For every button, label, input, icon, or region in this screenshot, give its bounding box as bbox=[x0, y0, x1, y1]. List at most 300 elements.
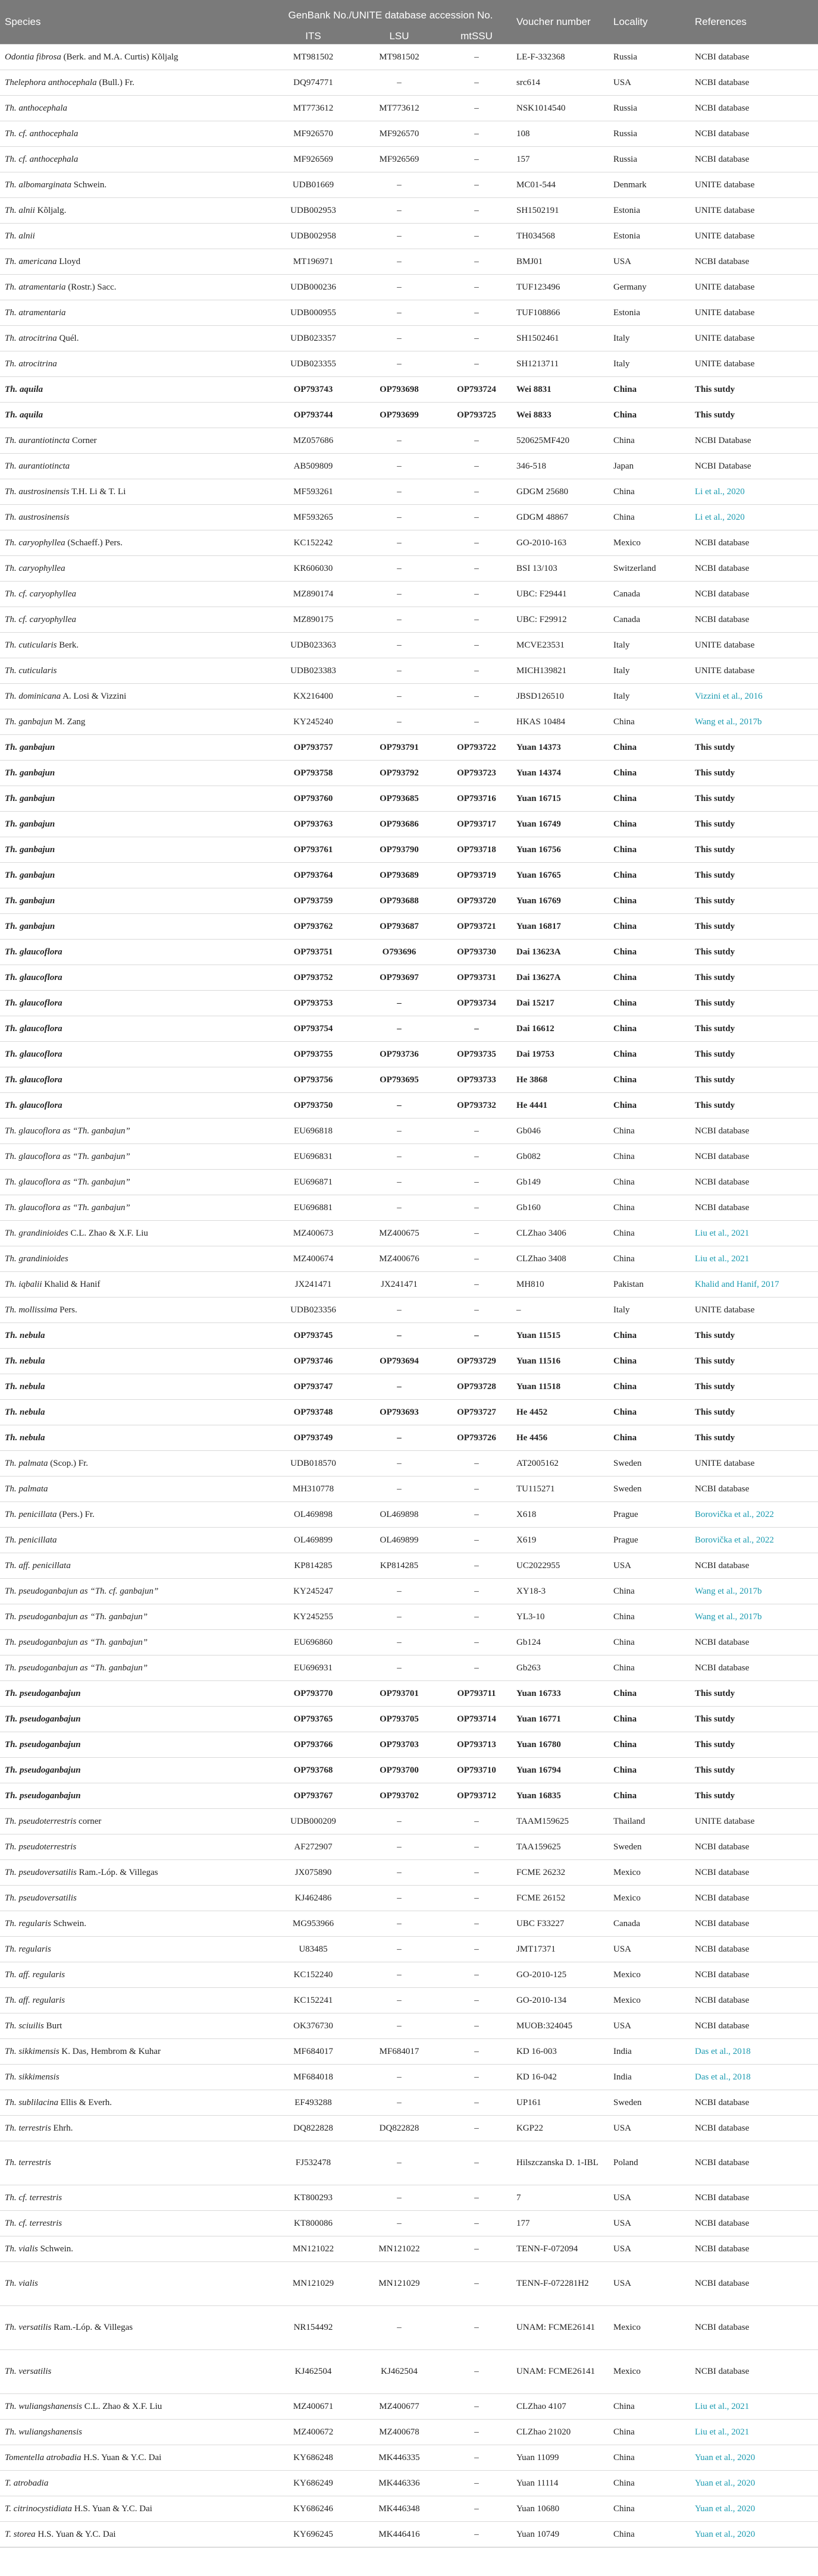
cell-species bbox=[0, 709, 269, 735]
cell-species bbox=[0, 1860, 269, 1886]
species-authority: H.S. Yuan & Y.C. Dai bbox=[81, 2452, 162, 2462]
cell-lsu: – bbox=[357, 198, 441, 224]
cell-reference[interactable]: Yuan et al., 2020 bbox=[690, 2445, 818, 2471]
cell-its: KX216400 bbox=[269, 684, 357, 709]
cell-its: OP793746 bbox=[269, 1349, 357, 1374]
cell-mtssu: – bbox=[441, 2065, 512, 2090]
table-row bbox=[0, 1451, 818, 1477]
cell-species bbox=[0, 863, 269, 888]
cell-reference[interactable]: Yuan et al., 2020 bbox=[690, 2471, 818, 2496]
cell-voucher: UBC F33227 bbox=[512, 1911, 609, 1937]
cell-mtssu: – bbox=[441, 70, 512, 96]
cell-voucher: UC2022955 bbox=[512, 1553, 609, 1579]
cell-voucher: JBSD126510 bbox=[512, 684, 609, 709]
cell-reference[interactable]: Liu et al., 2021 bbox=[690, 1246, 818, 1272]
cell-mtssu: – bbox=[441, 326, 512, 351]
cell-its: OP793747 bbox=[269, 1374, 357, 1400]
cell-reference: UNITE database bbox=[690, 351, 818, 377]
table-row bbox=[0, 351, 818, 377]
cell-locality: USA bbox=[609, 2185, 690, 2211]
cell-locality: Sweden bbox=[609, 1451, 690, 1477]
cell-locality: Italy bbox=[609, 633, 690, 658]
cell-reference: This sutdy bbox=[690, 914, 818, 940]
cell-mtssu: – bbox=[441, 633, 512, 658]
species-authority: cf. caryophyllea bbox=[16, 589, 76, 599]
cell-lsu: – bbox=[357, 2141, 441, 2185]
cell-reference: This sutdy bbox=[690, 888, 818, 914]
cell-mtssu: – bbox=[441, 1809, 512, 1834]
cell-species bbox=[0, 2262, 269, 2306]
cell-locality: Mexico bbox=[609, 1886, 690, 1911]
cell-species bbox=[0, 2013, 269, 2039]
cell-lsu: OP793700 bbox=[357, 1758, 441, 1783]
cell-voucher: FCME 26232 bbox=[512, 1860, 609, 1886]
cell-species bbox=[0, 1400, 269, 1425]
species-name: Th. wuliangshanensis bbox=[5, 2427, 83, 2437]
species-name: Th. cuticularis bbox=[5, 665, 57, 676]
table-row bbox=[0, 991, 818, 1016]
cell-species bbox=[0, 2350, 269, 2394]
table-row bbox=[0, 1681, 818, 1707]
cell-reference[interactable]: Liu et al., 2021 bbox=[690, 2394, 818, 2420]
species-authority: H.S. Yuan & Y.C. Dai bbox=[35, 2529, 116, 2539]
table-row bbox=[0, 1937, 818, 1962]
cell-reference[interactable]: Li et al., 2020 bbox=[690, 505, 818, 530]
cell-lsu: MK446335 bbox=[357, 2445, 441, 2471]
cell-its: UDB023356 bbox=[269, 1298, 357, 1323]
cell-mtssu: – bbox=[441, 249, 512, 275]
cell-locality: China bbox=[609, 1783, 690, 1809]
cell-voucher: Yuan 16835 bbox=[512, 1783, 609, 1809]
cell-locality: China bbox=[609, 1579, 690, 1604]
cell-locality: Russia bbox=[609, 147, 690, 172]
cell-species bbox=[0, 1783, 269, 1809]
cell-voucher: 108 bbox=[512, 121, 609, 147]
cell-mtssu: – bbox=[441, 479, 512, 505]
cell-locality: USA bbox=[609, 1553, 690, 1579]
cell-locality: China bbox=[609, 1374, 690, 1400]
cell-voucher: NSK1014540 bbox=[512, 96, 609, 121]
table-row bbox=[0, 812, 818, 837]
cell-voucher: Yuan 11099 bbox=[512, 2445, 609, 2471]
cell-its: MT981502 bbox=[269, 45, 357, 70]
cell-voucher: CLZhao 3406 bbox=[512, 1221, 609, 1246]
cell-reference: NCBI database bbox=[690, 1144, 818, 1170]
cell-mtssu: – bbox=[441, 2211, 512, 2236]
cell-species bbox=[0, 1707, 269, 1732]
cell-reference: NCBI database bbox=[690, 1988, 818, 2013]
cell-lsu: MZ400678 bbox=[357, 2420, 441, 2445]
cell-voucher: Yuan 11515 bbox=[512, 1323, 609, 1349]
species-name: Th. glaucoflora bbox=[5, 1126, 61, 1136]
species-authority: cf. anthocephala bbox=[16, 154, 79, 164]
cell-reference: This sutdy bbox=[690, 837, 818, 863]
cell-species bbox=[0, 351, 269, 377]
cell-locality: India bbox=[609, 2065, 690, 2090]
table-row bbox=[0, 1732, 818, 1758]
cell-voucher: Yuan 16769 bbox=[512, 888, 609, 914]
cell-its: OP793756 bbox=[269, 1067, 357, 1093]
species-authority: as “Th. ganbajun” bbox=[60, 1177, 130, 1187]
table-row bbox=[0, 940, 818, 965]
cell-reference: NCBI database bbox=[690, 2116, 818, 2141]
species-name: Th. pseudoganbajun bbox=[5, 1714, 81, 1724]
cell-voucher: 520625MF420 bbox=[512, 428, 609, 454]
cell-locality: China bbox=[609, 1758, 690, 1783]
table-row bbox=[0, 1834, 818, 1860]
cell-its: OP793751 bbox=[269, 940, 357, 965]
cell-its: OP793750 bbox=[269, 1093, 357, 1119]
species-name: Th. caryophyllea bbox=[5, 538, 65, 548]
species-name: Th. bbox=[5, 1995, 17, 2005]
cell-reference[interactable]: Khalid and Hanif, 2017 bbox=[690, 1272, 818, 1298]
header-its: ITS bbox=[269, 29, 357, 45]
cell-species bbox=[0, 121, 269, 147]
cell-reference[interactable]: Wang et al., 2017b bbox=[690, 1604, 818, 1630]
cell-species bbox=[0, 2236, 269, 2262]
table-row bbox=[0, 1374, 818, 1400]
cell-its: OP793754 bbox=[269, 1016, 357, 1042]
cell-lsu: – bbox=[357, 607, 441, 633]
cell-species bbox=[0, 2039, 269, 2065]
cell-mtssu: – bbox=[441, 1937, 512, 1962]
cell-lsu: – bbox=[357, 1323, 441, 1349]
table-row bbox=[0, 1323, 818, 1349]
cell-its: AB509809 bbox=[269, 454, 357, 479]
cell-mtssu: – bbox=[441, 2262, 512, 2306]
cell-reference[interactable]: Das et al., 2018 bbox=[690, 2065, 818, 2090]
table-row bbox=[0, 2065, 818, 2090]
cell-mtssu: OP793733 bbox=[441, 1067, 512, 1093]
species-name: T. atrobadia bbox=[5, 2478, 49, 2488]
table-row bbox=[0, 147, 818, 172]
cell-species bbox=[0, 1067, 269, 1093]
cell-its: OL469898 bbox=[269, 1502, 357, 1528]
cell-species bbox=[0, 735, 269, 761]
cell-species bbox=[0, 70, 269, 96]
cell-species bbox=[0, 556, 269, 582]
table-row bbox=[0, 2262, 818, 2306]
cell-mtssu: – bbox=[441, 2306, 512, 2350]
cell-reference[interactable]: Vizzini et al., 2016 bbox=[690, 684, 818, 709]
cell-reference[interactable]: Li et al., 2020 bbox=[690, 479, 818, 505]
cell-species bbox=[0, 1630, 269, 1655]
cell-lsu: – bbox=[357, 684, 441, 709]
species-name: Th. glaucoflora bbox=[5, 972, 62, 982]
cell-lsu: – bbox=[357, 2065, 441, 2090]
table-row bbox=[0, 530, 818, 556]
cell-mtssu: OP793724 bbox=[441, 377, 512, 403]
table-row bbox=[0, 1962, 818, 1988]
species-name: Th. sikkimensis bbox=[5, 2046, 59, 2056]
table-row bbox=[0, 914, 818, 940]
cell-locality: China bbox=[609, 505, 690, 530]
cell-its: OP793757 bbox=[269, 735, 357, 761]
cell-mtssu: – bbox=[441, 505, 512, 530]
cell-locality: USA bbox=[609, 2262, 690, 2306]
species-name: Th. glaucoflora bbox=[5, 1075, 62, 1085]
cell-its: EF493288 bbox=[269, 2090, 357, 2116]
species-name: Th. pseudoganbajun bbox=[5, 1611, 78, 1622]
table-row bbox=[0, 2471, 818, 2496]
cell-locality: China bbox=[609, 786, 690, 812]
table-row bbox=[0, 403, 818, 428]
cell-its: OP793744 bbox=[269, 403, 357, 428]
cell-locality: USA bbox=[609, 249, 690, 275]
cell-locality: Prague bbox=[609, 1502, 690, 1528]
cell-locality: China bbox=[609, 1732, 690, 1758]
species-authority: (Berk. and M.A. Curtis) Kõljalg bbox=[61, 52, 178, 62]
cell-locality: Canada bbox=[609, 607, 690, 633]
cell-locality: China bbox=[609, 1042, 690, 1067]
cell-voucher: Yuan 14374 bbox=[512, 761, 609, 786]
cell-reference[interactable]: Borovička et al., 2022 bbox=[690, 1502, 818, 1528]
cell-lsu: KJ462504 bbox=[357, 2350, 441, 2394]
species-name: Th. nebula bbox=[5, 1381, 45, 1391]
cell-mtssu: OP793730 bbox=[441, 940, 512, 965]
cell-lsu: – bbox=[357, 658, 441, 684]
table-row bbox=[0, 2306, 818, 2350]
cell-species bbox=[0, 2420, 269, 2445]
cell-locality: Italy bbox=[609, 658, 690, 684]
cell-its: MF593261 bbox=[269, 479, 357, 505]
cell-its: UDB002953 bbox=[269, 198, 357, 224]
cell-reference: NCBI database bbox=[690, 582, 818, 607]
cell-mtssu: OP793732 bbox=[441, 1093, 512, 1119]
cell-species bbox=[0, 633, 269, 658]
table-row bbox=[0, 70, 818, 96]
cell-locality: China bbox=[609, 1246, 690, 1272]
cell-its: MZ890174 bbox=[269, 582, 357, 607]
cell-voucher: Yuan 16780 bbox=[512, 1732, 609, 1758]
cell-its: OP793745 bbox=[269, 1323, 357, 1349]
cell-voucher: SH1502461 bbox=[512, 326, 609, 351]
species-name: Th. mollissima bbox=[5, 1305, 58, 1315]
cell-voucher: Wei 8831 bbox=[512, 377, 609, 403]
cell-its: U83485 bbox=[269, 1937, 357, 1962]
table-row bbox=[0, 1246, 818, 1272]
species-name: Thelephora anthocephala bbox=[5, 77, 97, 87]
cell-its: OP793765 bbox=[269, 1707, 357, 1732]
cell-locality: China bbox=[609, 888, 690, 914]
cell-reference: This sutdy bbox=[690, 1067, 818, 1093]
species-name: Th. bbox=[5, 1560, 17, 1570]
cell-lsu: – bbox=[357, 1962, 441, 1988]
species-name: Th. vialis bbox=[5, 2244, 38, 2254]
cell-its: KY245240 bbox=[269, 709, 357, 735]
species-name: Th. terrestris bbox=[5, 2158, 51, 2167]
table-row bbox=[0, 1298, 818, 1323]
cell-its: MF684018 bbox=[269, 2065, 357, 2090]
species-name: Th. pseudoterrestris bbox=[5, 1816, 77, 1826]
species-authority: Ehrh. bbox=[51, 2123, 73, 2133]
cell-reference: NCBI database bbox=[690, 1937, 818, 1962]
cell-locality: Mexico bbox=[609, 2306, 690, 2350]
cell-mtssu: – bbox=[441, 2496, 512, 2522]
cell-mtssu: – bbox=[441, 709, 512, 735]
table-row bbox=[0, 2185, 818, 2211]
cell-mtssu: – bbox=[441, 351, 512, 377]
species-authority: Berk. bbox=[57, 640, 79, 650]
cell-voucher: BMJ01 bbox=[512, 249, 609, 275]
cell-locality: China bbox=[609, 863, 690, 888]
cell-locality: Mexico bbox=[609, 530, 690, 556]
cell-voucher: TENN-F-072281H2 bbox=[512, 2262, 609, 2306]
cell-species bbox=[0, 2141, 269, 2185]
cell-species bbox=[0, 2445, 269, 2471]
cell-its: EU696881 bbox=[269, 1195, 357, 1221]
cell-locality: China bbox=[609, 1195, 690, 1221]
cell-its: KT800293 bbox=[269, 2185, 357, 2211]
cell-mtssu: – bbox=[441, 1246, 512, 1272]
cell-species bbox=[0, 1016, 269, 1042]
cell-reference: NCBI database bbox=[690, 1962, 818, 1988]
cell-reference: This sutdy bbox=[690, 1042, 818, 1067]
cell-species bbox=[0, 224, 269, 249]
cell-its: MT773612 bbox=[269, 96, 357, 121]
table-row bbox=[0, 2420, 818, 2445]
species-authority: Schwein. bbox=[37, 2244, 74, 2254]
cell-mtssu: OP793711 bbox=[441, 1681, 512, 1707]
cell-its: OP793743 bbox=[269, 377, 357, 403]
cell-reference[interactable]: Wang et al., 2017b bbox=[690, 1579, 818, 1604]
species-name: Th. regularis bbox=[5, 1944, 51, 1954]
cell-locality: Mexico bbox=[609, 1860, 690, 1886]
species-name: Th. bbox=[5, 128, 17, 139]
cell-lsu: MK446336 bbox=[357, 2471, 441, 2496]
cell-lsu: OP793693 bbox=[357, 1400, 441, 1425]
species-authority: C.L. Zhao & X.F. Liu bbox=[82, 2401, 162, 2411]
species-authority: aff. penicillata bbox=[16, 1560, 71, 1570]
species-authority: as “Th. ganbajun” bbox=[60, 1151, 130, 1161]
cell-lsu: – bbox=[357, 1886, 441, 1911]
table-row bbox=[0, 1272, 818, 1298]
cell-its: UDB023383 bbox=[269, 658, 357, 684]
cell-mtssu: – bbox=[441, 1298, 512, 1323]
cell-reference: NCBI database bbox=[690, 1477, 818, 1502]
cell-voucher: SH1213711 bbox=[512, 351, 609, 377]
table-row bbox=[0, 479, 818, 505]
cell-mtssu: – bbox=[441, 1144, 512, 1170]
cell-species bbox=[0, 1323, 269, 1349]
cell-reference: NCBI database bbox=[690, 530, 818, 556]
table-row bbox=[0, 2116, 818, 2141]
cell-locality: China bbox=[609, 1400, 690, 1425]
cell-reference: NCBI database bbox=[690, 96, 818, 121]
cell-species bbox=[0, 1553, 269, 1579]
cell-lsu: MT773612 bbox=[357, 96, 441, 121]
species-name: Th. penicillata bbox=[5, 1509, 57, 1519]
cell-reference: NCBI database bbox=[690, 2013, 818, 2039]
cell-lsu: – bbox=[357, 1630, 441, 1655]
cell-locality: China bbox=[609, 1425, 690, 1451]
cell-locality: China bbox=[609, 940, 690, 965]
cell-lsu: – bbox=[357, 1911, 441, 1937]
cell-reference[interactable]: Wang et al., 2017b bbox=[690, 709, 818, 735]
header-references: References bbox=[690, 0, 818, 45]
species-name: Th. ganbajun bbox=[5, 870, 55, 880]
cell-reference: NCBI database bbox=[690, 1170, 818, 1195]
species-name: Th. sublilacina bbox=[5, 2097, 59, 2107]
table-row bbox=[0, 863, 818, 888]
cell-lsu: OP793699 bbox=[357, 403, 441, 428]
cell-reference[interactable]: Liu et al., 2021 bbox=[690, 1221, 818, 1246]
cell-lsu: – bbox=[357, 326, 441, 351]
cell-reference[interactable]: Das et al., 2018 bbox=[690, 2039, 818, 2065]
cell-its: UDB000209 bbox=[269, 1809, 357, 1834]
table-row bbox=[0, 2039, 818, 2065]
cell-its: KP814285 bbox=[269, 1553, 357, 1579]
cell-locality: China bbox=[609, 403, 690, 428]
table-row bbox=[0, 2141, 818, 2185]
species-name: Th. atramentaria bbox=[5, 282, 66, 292]
species-authority: cf. terrestris bbox=[16, 2218, 62, 2228]
cell-locality: Switzerland bbox=[609, 556, 690, 582]
cell-locality: Germany bbox=[609, 275, 690, 300]
species-name: T. storea bbox=[5, 2529, 36, 2539]
table-row bbox=[0, 224, 818, 249]
cell-lsu: MK446348 bbox=[357, 2496, 441, 2522]
cell-voucher: KD 16-042 bbox=[512, 2065, 609, 2090]
cell-lsu: – bbox=[357, 582, 441, 607]
species-name: Th. ganbajun bbox=[5, 793, 55, 803]
cell-mtssu: – bbox=[441, 2445, 512, 2471]
cell-voucher: TAAM159625 bbox=[512, 1809, 609, 1834]
cell-locality: China bbox=[609, 2522, 690, 2547]
species-authority: C.L. Zhao & X.F. Liu bbox=[68, 1228, 148, 1238]
cell-mtssu: OP793722 bbox=[441, 735, 512, 761]
cell-mtssu: – bbox=[441, 300, 512, 326]
cell-locality: USA bbox=[609, 2116, 690, 2141]
cell-its: KT800086 bbox=[269, 2211, 357, 2236]
cell-reference[interactable]: Yuan et al., 2020 bbox=[690, 2522, 818, 2547]
cell-reference[interactable]: Yuan et al., 2020 bbox=[690, 2496, 818, 2522]
cell-its: OP793762 bbox=[269, 914, 357, 940]
species-authority: cf. terrestris bbox=[16, 2192, 62, 2203]
cell-species bbox=[0, 1374, 269, 1400]
cell-its: UDB023363 bbox=[269, 633, 357, 658]
cell-reference[interactable]: Liu et al., 2021 bbox=[690, 2420, 818, 2445]
species-name: Th. sciuilis bbox=[5, 2021, 44, 2031]
cell-voucher: Yuan 16794 bbox=[512, 1758, 609, 1783]
cell-reference[interactable]: Borovička et al., 2022 bbox=[690, 1528, 818, 1553]
cell-locality: China bbox=[609, 1323, 690, 1349]
cell-voucher: Dai 13623A bbox=[512, 940, 609, 965]
cell-its: OP793759 bbox=[269, 888, 357, 914]
table-row bbox=[0, 1195, 818, 1221]
cell-mtssu: – bbox=[441, 454, 512, 479]
cell-mtssu: – bbox=[441, 556, 512, 582]
species-name: Th. iqbalii bbox=[5, 1279, 42, 1289]
cell-species bbox=[0, 326, 269, 351]
cell-species bbox=[0, 1170, 269, 1195]
cell-lsu: MZ400676 bbox=[357, 1246, 441, 1272]
cell-its: KR606030 bbox=[269, 556, 357, 582]
cell-voucher: CLZhao 3408 bbox=[512, 1246, 609, 1272]
cell-reference: This sutdy bbox=[690, 786, 818, 812]
cell-lsu: OP793698 bbox=[357, 377, 441, 403]
cell-mtssu: – bbox=[441, 147, 512, 172]
cell-lsu: – bbox=[357, 2013, 441, 2039]
table-row bbox=[0, 1502, 818, 1528]
cell-its: EU696860 bbox=[269, 1630, 357, 1655]
cell-lsu: – bbox=[357, 454, 441, 479]
table-row bbox=[0, 1425, 818, 1451]
cell-its: OP793748 bbox=[269, 1400, 357, 1425]
cell-its: MZ057686 bbox=[269, 428, 357, 454]
cell-locality: China bbox=[609, 1170, 690, 1195]
cell-its: DQ974771 bbox=[269, 70, 357, 96]
